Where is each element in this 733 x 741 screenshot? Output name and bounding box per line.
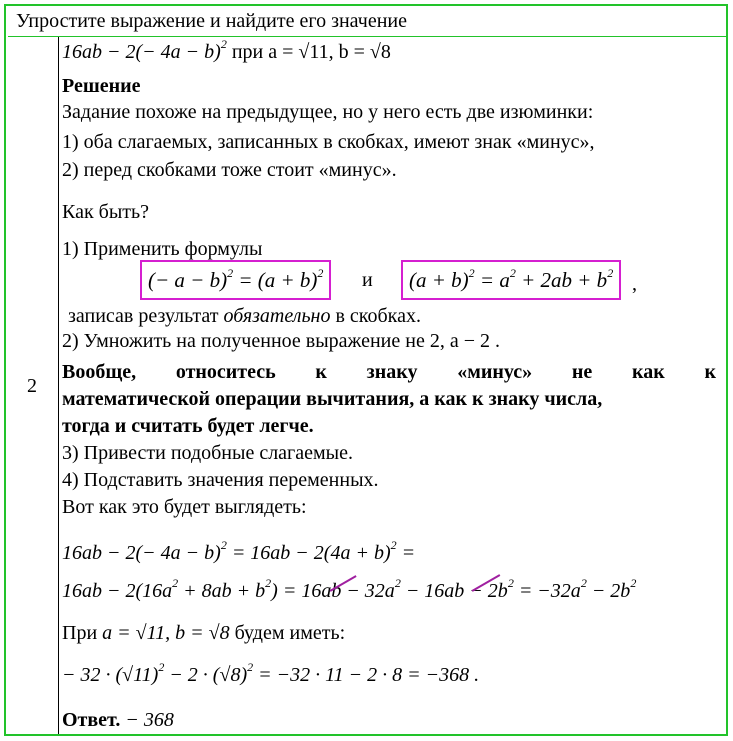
substitution-line: При a = √11, b = √8 будем иметь: — [62, 622, 346, 644]
formula-comma: , — [632, 273, 637, 295]
calc-line-2: $16ab - 2(16a^2 + 8ab + b^2) = 16ab - 32a^2 - 16ab - 2b^2 = -32a^2 - 2b^2$ — [62, 576, 637, 602]
intro-line-1: Задание похоже на предыдущее, но у него есть две изюминки: — [62, 101, 594, 123]
intro-line-3: 2) перед скобками тоже стоит «минус». — [62, 159, 397, 181]
formula-box-2: $(a + b)^2 = a^2 + 2ab + b^2$ — [401, 260, 621, 300]
calc-line-3: − $32 \cdot (√11)^2 - 2 \cdot (√8)^2 = -32 \cdot 11 - 2 \cdot 8 = -368$ . — [62, 660, 480, 686]
lead-line: Вот как это будет выглядеть: — [62, 496, 307, 518]
solution-heading: Решение — [62, 75, 141, 97]
step-1: 1) Применить формулы — [62, 238, 263, 260]
question: Как быть? — [62, 201, 150, 223]
table-header: Упростите выражение и найдите его значение — [8, 6, 726, 37]
note: записав результат обязательно в скобках. — [68, 305, 421, 327]
step-3: 3) Привести подобные слагаемые. — [62, 442, 353, 464]
emphasis-line-1: Вообще, относитесь к знаку «минус» не как к — [62, 361, 716, 383]
calc-line-1: $16ab - 2(- 4a - b)^2 = 16ab - 2(4a + b)^2$ = — [62, 538, 416, 564]
formula-box-1: (− $a - b)^2 = (a + b)^2$ — [140, 260, 331, 300]
answer: Ответ. − 368 — [62, 709, 174, 731]
number-column — [6, 37, 59, 734]
emphasis-line-3: тогда и считать будет легче. — [62, 415, 314, 437]
step-4: 4) Подставить значения переменных. — [62, 469, 379, 491]
problem-statement: $16ab - 2(- 4a - b)^2$ при a = √11, b = √8 — [62, 37, 391, 63]
intro-line-2: 1) оба слагаемых, записанных в скобках, имеют знак «минус», — [62, 131, 595, 153]
step-2: 2) Умножить на полученное выражение не 2, а − 2 . — [62, 330, 500, 352]
task-number: 2 — [27, 375, 37, 397]
connector-and: и — [362, 269, 373, 291]
emphasis-line-2: математической операции вычитания, а как к знаку числа, — [62, 388, 603, 410]
